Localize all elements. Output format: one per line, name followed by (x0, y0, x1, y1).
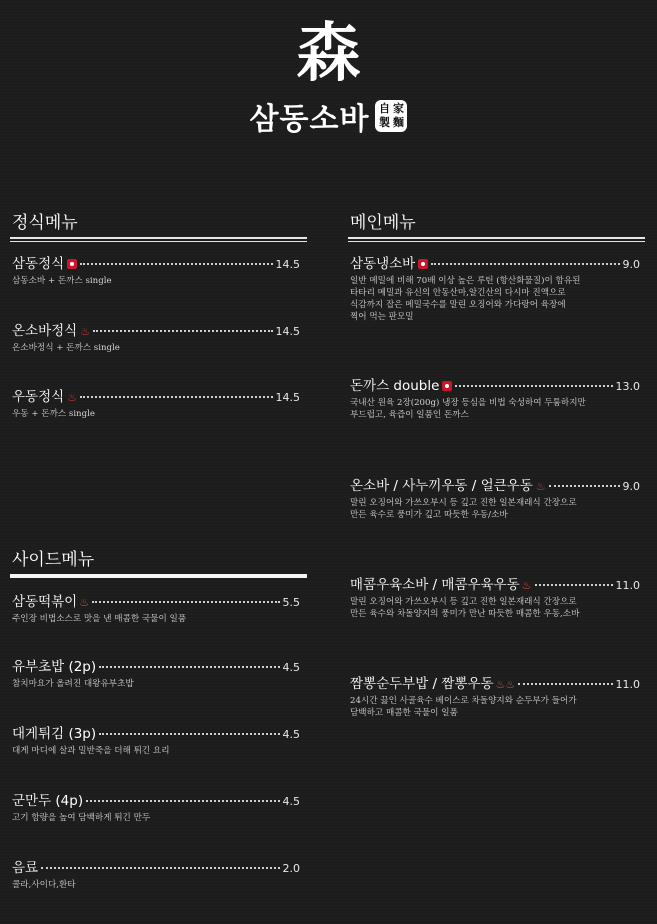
item-price: 14.5 (275, 258, 300, 271)
item-price: 9.0 (622, 258, 640, 271)
brand-logo (0, 18, 657, 138)
item-price: 4.5 (282, 728, 300, 741)
leader-dots (549, 485, 620, 487)
menu-item-mandu (12, 789, 300, 824)
menu-item-samdong-set (12, 252, 300, 287)
desc-line: 타타리 메밀과 유신의 안동산마,알긴산의 다시마 진액으로 (350, 288, 566, 298)
menu-item-jjamppong (350, 672, 640, 719)
item-name: 대게튀김 (3p) (12, 726, 97, 742)
item-desc (350, 275, 640, 323)
item-name: 삼동정식 (12, 256, 65, 272)
item-desc (350, 397, 640, 421)
desc-line: 만든 육수로 풍미가 깊고 따듯한 우동/소바 (350, 510, 508, 520)
item-name: 온소바정식 (12, 323, 78, 339)
item-name: 우동정식 (12, 389, 65, 405)
item-desc: 참치마요가 올려진 대왕유부초밥 (12, 679, 134, 689)
leader-dots (535, 584, 613, 586)
item-price: 2.0 (282, 862, 300, 875)
red-badge-icon (67, 259, 77, 269)
seal-char: 麵 (392, 116, 404, 129)
seal-char: 自 (378, 102, 390, 115)
red-badge-icon (418, 259, 428, 269)
desc-line: 24시간 끓인 사골육수 베이스로 차돌양지와 순두부가 들어가 (350, 696, 577, 706)
item-name: 음료 (12, 860, 39, 876)
item-price: 14.5 (275, 325, 300, 338)
item-desc: 온소바정식 + 돈까스 single (12, 343, 120, 353)
chili-icon: ♨ (79, 596, 90, 609)
seal-stamp (375, 100, 407, 132)
item-desc: 주인장 비법소스로 맛을 낸 매콤한 국물이 일품 (12, 614, 187, 624)
item-name: 매콤우육소바 / 매콤우육우동 (350, 577, 520, 593)
menu-item-donkatsu-double (350, 374, 640, 421)
leader-dots (93, 330, 272, 332)
leader-dots (92, 601, 279, 603)
desc-line: 일반 메밀에 비해 70배 이상 높은 루틴 (항산화물질)이 함유된 (350, 276, 581, 286)
leader-dots (455, 385, 612, 387)
leader-dots (86, 800, 279, 802)
item-desc: 대게 마디에 살과 밀반죽을 더해 튀긴 요리 (12, 746, 170, 756)
menu-item-spicy-beef (350, 573, 640, 620)
side-menu-divider (10, 574, 307, 578)
item-desc (350, 596, 640, 620)
item-desc: 우동 + 돈까스 single (12, 409, 95, 419)
seal-char: 製 (378, 116, 390, 129)
desc-line: 식감까지 잡은 메밀국수를 말린 오징어와 가다랑어 육장에 (350, 300, 566, 310)
menu-item-onsoba-udon (350, 474, 640, 521)
set-menu-divider (10, 237, 307, 239)
desc-line: 국내산 원육 2장(200g) 냉장 등심을 비법 숙성하여 두툼하지만 (350, 398, 586, 408)
menu-item-onsoba-set (12, 319, 300, 354)
leader-dots (99, 666, 279, 668)
menu-item-crab-tempura (12, 722, 300, 757)
item-name: 삼동냉소바 (350, 256, 416, 272)
item-price: 14.5 (275, 391, 300, 404)
item-name: 삼동떡볶이 (12, 594, 78, 610)
item-name: 군만두 (4p) (12, 793, 84, 809)
menu-item-tteokbokki (12, 590, 300, 625)
menu-item-udon-set (12, 385, 300, 420)
steam-icon: ♨ (67, 391, 78, 404)
menu-item-yubu-chobap (12, 655, 300, 690)
side-menu-title: 사이드메뉴 (12, 550, 95, 570)
menu-item-naengsoba (350, 252, 640, 323)
item-price: 13.0 (615, 380, 640, 393)
desc-line: 찍어 먹는 판모밀 (350, 312, 414, 322)
leader-dots (41, 867, 279, 869)
item-desc (350, 497, 640, 521)
logo-mark: 森 (296, 16, 361, 91)
item-name: 유부초밥 (2p) (12, 659, 97, 675)
item-price: 5.5 (282, 596, 300, 609)
item-price: 11.0 (615, 579, 640, 592)
leader-dots (80, 263, 272, 265)
chili-icon: ♨ (521, 579, 532, 592)
menu-item-drinks (12, 856, 300, 891)
double-chili-icon: ♨♨ (495, 678, 516, 691)
seal-char: 家 (392, 102, 404, 115)
leader-dots (518, 683, 612, 685)
main-menu-title: 메인메뉴 (350, 213, 416, 233)
item-name: 짬뽕순두부밥 / 짬뽕우동 (350, 676, 494, 692)
steam-icon: ♨ (535, 480, 546, 493)
desc-line: 담백하고 매콤한 국물이 일품 (350, 708, 458, 718)
item-desc (350, 695, 640, 719)
item-desc: 고기 함량을 높여 담백하게 튀긴 만두 (12, 813, 151, 823)
item-name: 돈까스 double (350, 378, 440, 394)
red-badge-icon (442, 381, 452, 391)
desc-line: 말린 오징어와 가쓰오부시 등 깊고 진한 일본재래식 간장으로 (350, 597, 577, 607)
item-price: 9.0 (622, 480, 640, 493)
desc-line: 만든 육수와 차돌양지의 풍미가 만난 따듯한 매콤한 우동,소바 (350, 609, 580, 619)
desc-line: 부드럽고, 육즙이 일품인 돈까스 (350, 410, 469, 420)
leader-dots (99, 733, 279, 735)
item-desc: 삼동소바 + 돈까스 single (12, 276, 112, 286)
item-price: 4.5 (282, 795, 300, 808)
desc-line: 말린 오징어와 가쓰오부시 등 깊고 진한 일본재래식 간장으로 (350, 498, 577, 508)
leader-dots (80, 396, 272, 398)
item-desc: 콜라,사이다,환타 (12, 880, 76, 890)
set-menu-title: 정식메뉴 (12, 213, 78, 233)
brand-name: 삼동소바 (249, 102, 370, 137)
main-menu-divider (348, 237, 645, 239)
item-name: 온소바 / 사누끼우동 / 얼큰우동 (350, 478, 533, 494)
item-price: 4.5 (282, 661, 300, 674)
leader-dots (431, 263, 619, 265)
steam-icon: ♨ (80, 325, 91, 338)
item-price: 11.0 (615, 678, 640, 691)
brand-name-row (0, 94, 657, 138)
